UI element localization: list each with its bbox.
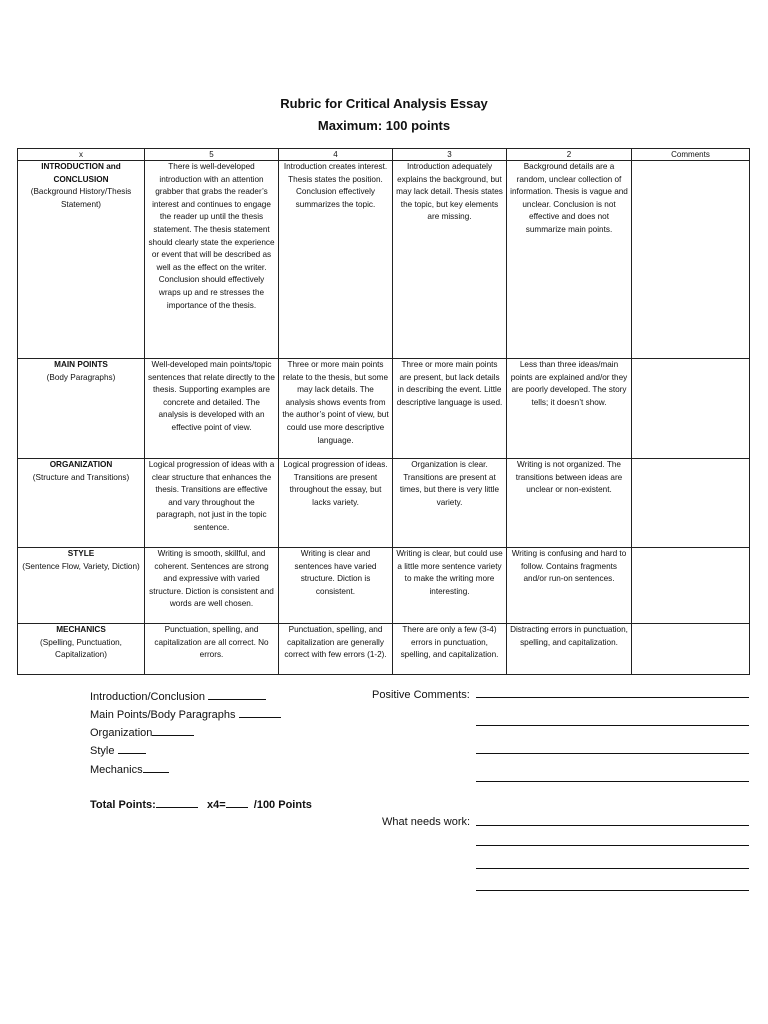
- score-5-cell: [145, 359, 279, 459]
- score-5-cell: [145, 548, 279, 624]
- cell-text: Logical progression of ideas with a clear structure that enhances the thesis. Transitions are effective and vary throughout the paragraph, not just in the topic sentence.: [148, 460, 275, 532]
- comments-cell[interactable]: [632, 161, 750, 359]
- positive-comments-label: Positive Comments:: [372, 689, 470, 701]
- positive-comments-line[interactable]: [476, 725, 749, 726]
- score-4-cell: [279, 359, 393, 459]
- cell-text: There is well-developed introduction with an attention grabber that grabs the reader’s interest and continues to engage the reader up until the thesis statement. The thesis statement should clearly state the experience or event that will be described as well as the effect on the writer. Conclusion should effectively wraps up and re stresses the importance of the thesis.: [148, 162, 275, 310]
- score-intro: [90, 689, 266, 703]
- score-4-cell: [279, 548, 393, 624]
- score-4-cell: [279, 624, 393, 675]
- criterion-name: ORGANIZATION: [49, 460, 113, 469]
- score-intro-label: Introduction/Conclusion: [90, 691, 205, 703]
- score-3-cell: [393, 459, 507, 548]
- criterion-subtitle: (Body Paragraphs): [46, 372, 116, 382]
- cell-text: Introduction creates interest. Thesis states the position. Conclusion effectively summarizes the topic.: [283, 162, 388, 209]
- score-3-cell: [393, 161, 507, 359]
- score-4-cell: [279, 161, 393, 359]
- criterion-cell: [18, 459, 145, 548]
- needs-work-label: What needs work:: [382, 816, 471, 828]
- cell-text: Logical progression of ideas. Transitions are present throughout the essay, but lacks variety.: [283, 460, 388, 507]
- positive-comments-line[interactable]: [476, 697, 749, 698]
- score-2-cell: [507, 548, 632, 624]
- criterion-subtitle: (Background History/Thesis Statement): [30, 187, 132, 209]
- score-3-cell: [393, 548, 507, 624]
- cell-text: Writing is clear and sentences have varied structure. Diction is consistent.: [294, 549, 377, 596]
- score-main: [90, 707, 281, 721]
- criterion-subtitle: (Structure and Transitions): [32, 472, 130, 482]
- score-2-cell: [507, 624, 632, 675]
- table-row: [18, 359, 750, 459]
- total-points-blank[interactable]: [156, 797, 198, 808]
- table-header-row: [18, 149, 750, 161]
- score-3-cell: [393, 624, 507, 675]
- rubric-table: [17, 148, 750, 675]
- per-100-label: /100 Points: [253, 799, 312, 811]
- cell-text: Less than three ideas/main points are explained and/or they are poorly developed. The story tells; it doesn’t show.: [510, 360, 628, 407]
- score-style-blank[interactable]: [118, 743, 146, 754]
- score-intro-blank[interactable]: [208, 689, 266, 700]
- cell-text: Punctuation, spelling, and capitalization are generally correct with few errors (1-2).: [284, 625, 387, 660]
- score-org-label: Organization: [90, 727, 153, 739]
- header-score-5: 5: [145, 149, 279, 161]
- page-subtitle: Maximum: 100 points: [317, 118, 451, 133]
- cell-text: Writing is not organized. The transitions between ideas are unclear or non-existent.: [515, 460, 623, 495]
- score-2-cell: [507, 161, 632, 359]
- positive-comments-line[interactable]: [476, 781, 749, 782]
- criterion-cell: [18, 359, 145, 459]
- criterion-subtitle: (Spelling, Punctuation, Capitalization): [40, 637, 122, 660]
- cell-text: Writing is clear, but could use a little more sentence variety to make the writing more interesting.: [396, 549, 503, 596]
- criterion-name: MECHANICS: [56, 625, 106, 634]
- criterion-cell: [18, 624, 145, 675]
- score-5-cell: [145, 624, 279, 675]
- multiplier-label: x4=: [206, 799, 226, 811]
- score-main-blank[interactable]: [239, 707, 281, 718]
- criterion-cell: [18, 161, 145, 359]
- cell-text: Organization is clear. Transitions are present at times, but there is very little variety.: [399, 460, 500, 507]
- score-5-cell: [145, 161, 279, 359]
- comments-cell[interactable]: [632, 459, 750, 548]
- table-row: [18, 161, 750, 359]
- table-row: [18, 548, 750, 624]
- cell-text: Writing is smooth, skillful, and coherent. Sentences are strong and expressive with varied structure. Diction is consistent and words are well chosen.: [149, 549, 274, 609]
- criterion-name: STYLE: [67, 549, 95, 558]
- score-5-cell: [145, 459, 279, 548]
- score-org: [90, 725, 194, 739]
- score-mech-label: Mechanics: [90, 764, 143, 776]
- score-style-label: Style: [90, 745, 115, 757]
- score-mech: [90, 762, 169, 776]
- score-2-cell: [507, 359, 632, 459]
- positive-comments-line[interactable]: [476, 753, 749, 754]
- cell-text: Well-developed main points/topic sentences that relate directly to the thesis. Supporting examples are concrete and detailed. The analysis is developed with an effective point of view.: [148, 360, 275, 432]
- header-score-4: 4: [279, 149, 393, 161]
- comments-cell[interactable]: [632, 359, 750, 459]
- comments-cell[interactable]: [632, 548, 750, 624]
- cell-text: Three or more main points relate to the thesis, but some may lack details. The analysis shows events from the author’s point of view, but could use more descriptive language.: [282, 360, 389, 445]
- criterion-name: INTRODUCTION and CONCLUSION: [41, 162, 121, 184]
- total-points: [90, 797, 312, 811]
- criterion-name: MAIN POINTS: [54, 360, 108, 369]
- needs-work-line[interactable]: [476, 825, 749, 826]
- header-comments: Comments: [632, 149, 750, 161]
- header-criteria: x: [18, 149, 145, 161]
- table-row: [18, 624, 750, 675]
- cell-text: Punctuation, spelling, and capitalization are all correct. No errors.: [154, 625, 269, 660]
- cell-text: Background details are a random, unclear collection of information. Thesis is vague and unclear. Conclusion is not effective and does not summarize main points.: [510, 162, 628, 234]
- multiplied-blank[interactable]: [226, 797, 248, 808]
- cell-text: There are only a few (3-4) errors in punctuation, spelling, and capitalization.: [400, 625, 499, 660]
- cell-text: Distracting errors in punctuation, spelling, and capitalization.: [510, 625, 628, 647]
- needs-work-line[interactable]: [476, 868, 749, 869]
- score-4-cell: [279, 459, 393, 548]
- header-score-3: 3: [393, 149, 507, 161]
- score-2-cell: [507, 459, 632, 548]
- needs-work-line[interactable]: [476, 845, 749, 846]
- score-style: [90, 743, 146, 757]
- score-org-blank[interactable]: [152, 725, 194, 736]
- score-main-label: Main Points/Body Paragraphs: [90, 709, 236, 721]
- comments-cell[interactable]: [632, 624, 750, 675]
- needs-work-line[interactable]: [476, 890, 749, 891]
- cell-text: Writing is confusing and hard to follow. Contains fragments and/or run-on sentences.: [511, 549, 627, 584]
- total-points-label: Total Points:: [90, 799, 156, 811]
- criterion-subtitle: (Sentence Flow, Variety, Diction): [22, 561, 140, 571]
- score-mech-blank[interactable]: [143, 762, 169, 773]
- page-title: Rubric for Critical Analysis Essay: [280, 96, 488, 111]
- header-score-2: 2: [507, 149, 632, 161]
- score-3-cell: [393, 359, 507, 459]
- criterion-cell: [18, 548, 145, 624]
- table-row: [18, 459, 750, 548]
- cell-text: Introduction adequately explains the background, but may lack detail. Thesis states the topic, but key elements are missing.: [396, 162, 503, 222]
- cell-text: Three or more main points are present, but lack details in describing the event. Little descriptive language is used.: [396, 360, 503, 407]
